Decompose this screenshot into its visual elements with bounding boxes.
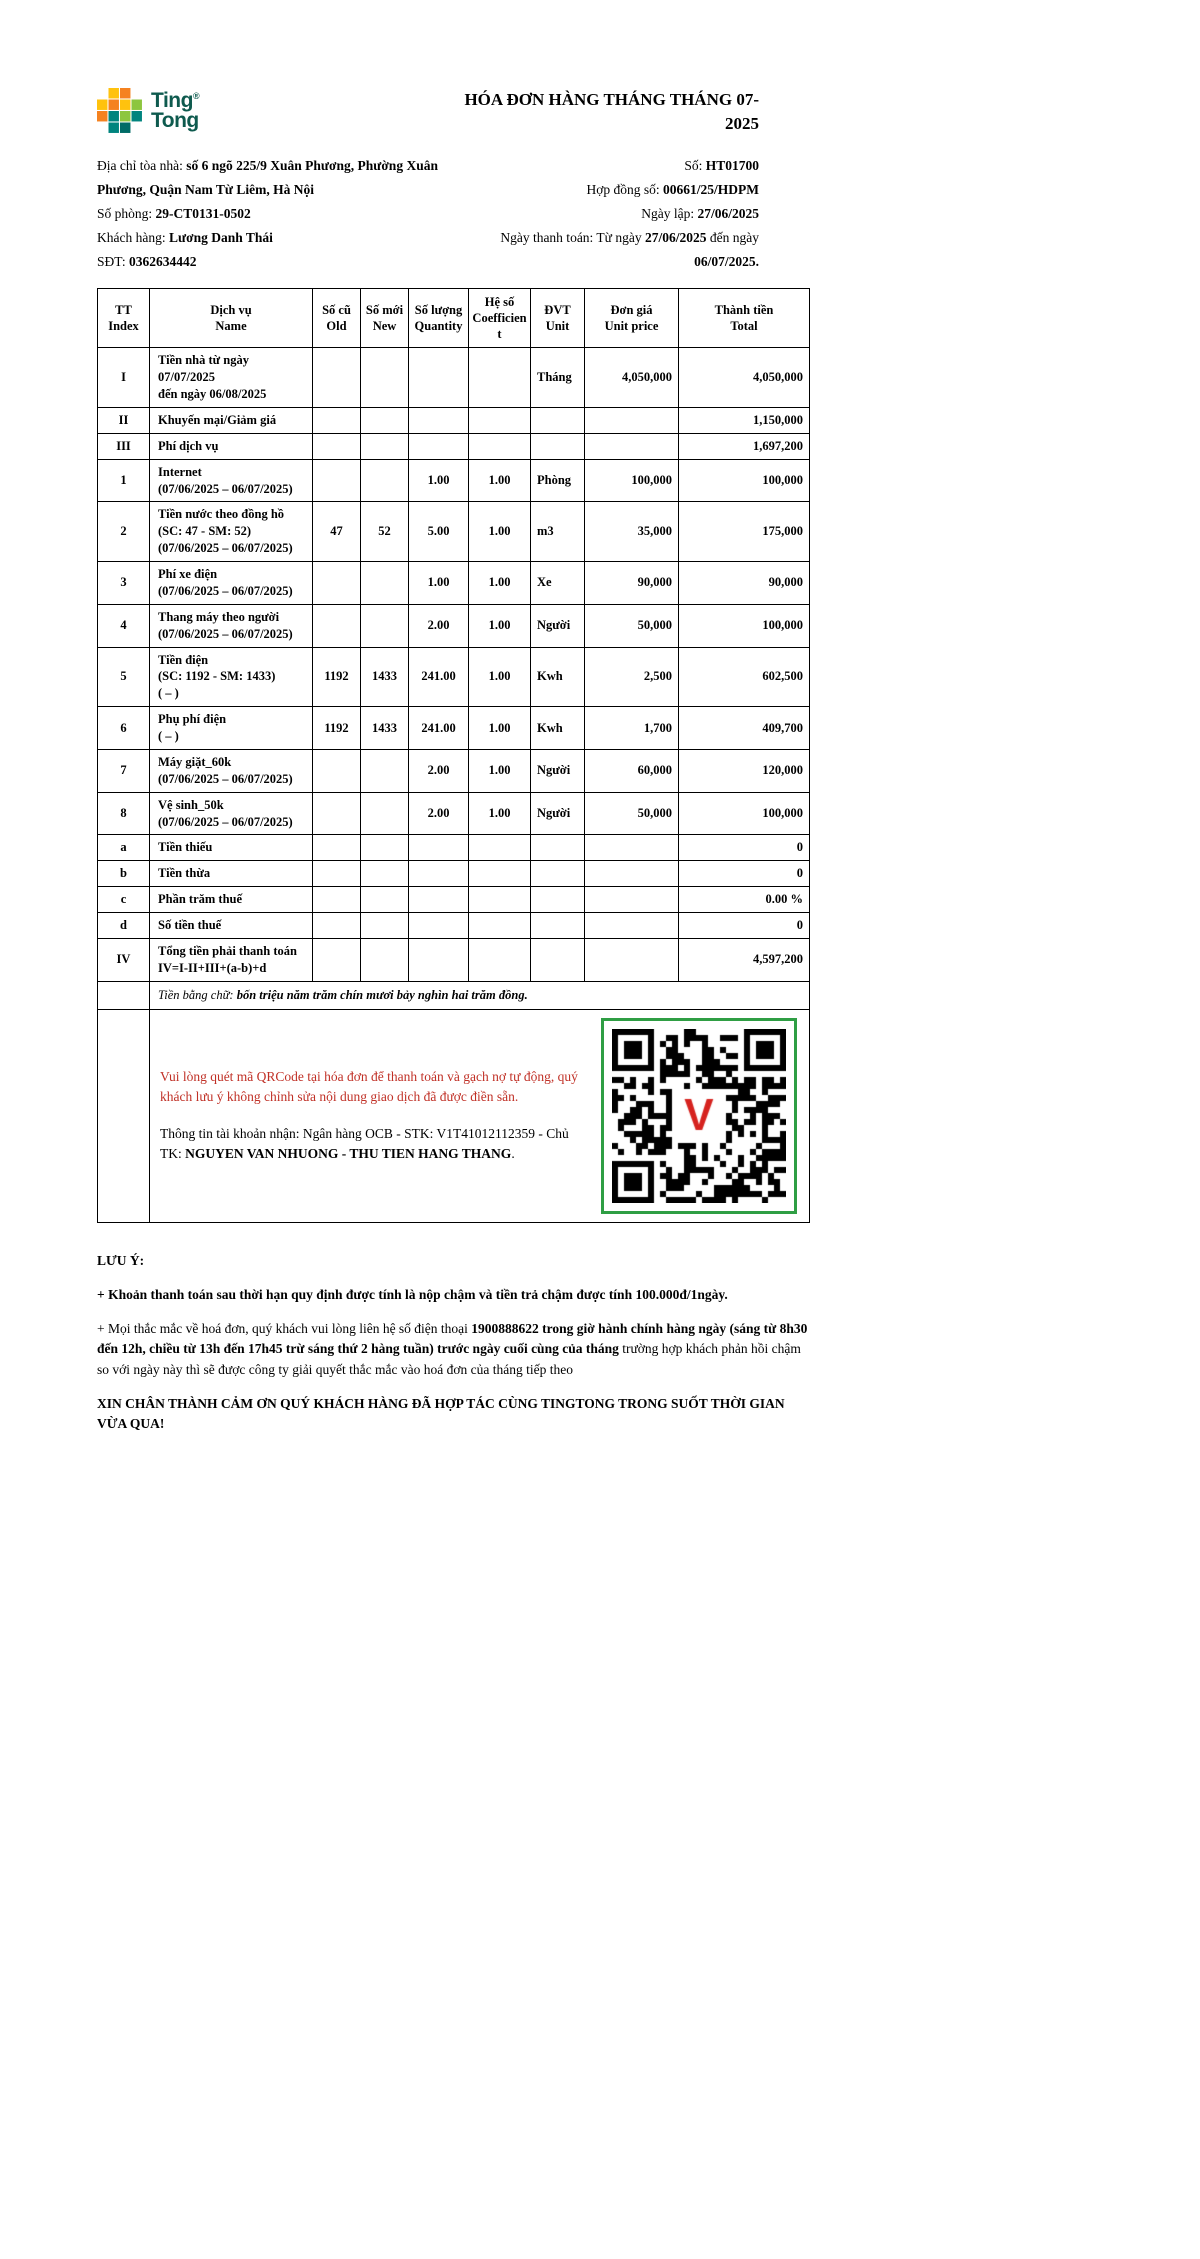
- table-row: [98, 562, 810, 605]
- service-name-cell: Tiền nước theo đồng hồ (SC: 47 - SM: 52) (07/06/2025 – 06/07/2025): [150, 502, 313, 562]
- cell-price: 35,000: [585, 502, 679, 562]
- cell-old: [313, 749, 361, 792]
- invoice-info: [97, 154, 809, 274]
- row-index-cell: 1: [98, 459, 150, 502]
- cell-coef: 1.00: [469, 792, 531, 835]
- row-index-cell: 2: [98, 502, 150, 562]
- cell-new: [361, 835, 409, 861]
- table-row: [98, 749, 810, 792]
- cell-coef: 1.00: [469, 707, 531, 750]
- cell-total: 0: [679, 835, 810, 861]
- notes-heading: LƯU Ý:: [97, 1252, 145, 1268]
- amount-in-words-value: bốn triệu năm trăm chín mươi bảy nghìn hai trăm đồng.: [236, 987, 528, 1002]
- cell-coef: 1.00: [469, 647, 531, 707]
- cell-coef: [469, 348, 531, 408]
- contact-note-suffix: trường hợp khách phản hồi chậm so với ngày này thì sẽ được công ty giải quyết thắc mắc vào hoá đơn của tháng tiếp theo: [97, 1341, 801, 1377]
- cell-new: 1433: [361, 647, 409, 707]
- cell-qty: [409, 835, 469, 861]
- cell-total: 0: [679, 913, 810, 939]
- service-name-cell: Thang máy theo người (07/06/2025 – 06/07/2025): [150, 604, 313, 647]
- cell-unit: Xe: [531, 562, 585, 605]
- cell-price: [585, 887, 679, 913]
- tingtong-logo-icon: [97, 88, 143, 134]
- row-index-cell: 8: [98, 792, 150, 835]
- cell-qty: [409, 861, 469, 887]
- cell-new: [361, 433, 409, 459]
- service-name-cell: Tiền nhà từ ngày 07/07/2025 đến ngày 06/08/2025: [150, 348, 313, 408]
- cell-coef: 1.00: [469, 502, 531, 562]
- payment-period-mid: đến ngày: [706, 229, 759, 245]
- cell-old: [313, 835, 361, 861]
- invoice-table: [97, 288, 810, 1223]
- empty-index-cell: [98, 1009, 150, 1222]
- cell-qty: 2.00: [409, 792, 469, 835]
- row-index-cell: 4: [98, 604, 150, 647]
- cell-new: [361, 407, 409, 433]
- cell-coef: [469, 407, 531, 433]
- amount-in-words-label: Tiền bằng chữ:: [158, 987, 237, 1002]
- invoice-content: [97, 88, 809, 1448]
- cell-qty: [409, 887, 469, 913]
- logo-word-tong: Tong: [151, 109, 199, 132]
- contact-note-hotline: 1900888622 trong giờ hành chính hàng ngày (sáng từ 8h30 đến 12h, chiều từ 13h đến 17h45 trừ sáng thứ 2 hàng tuần): [97, 1321, 808, 1357]
- payment-period-label: Ngày thanh toán: Từ ngày: [500, 229, 645, 245]
- cell-new: 52: [361, 502, 409, 562]
- payment-period-end: 06/07/2025.: [694, 253, 759, 269]
- amount-in-words-row: [98, 981, 810, 1009]
- cell-unit: [531, 938, 585, 981]
- cell-old: [313, 407, 361, 433]
- amount-in-words: [150, 981, 810, 1009]
- cell-unit: Kwh: [531, 707, 585, 750]
- cell-new: [361, 792, 409, 835]
- issue-date-label: Ngày lập:: [641, 205, 698, 221]
- invoice-number-value: HT01700: [705, 157, 759, 173]
- cell-unit: Kwh: [531, 647, 585, 707]
- cell-qty: 5.00: [409, 502, 469, 562]
- invoice-table-footer: [98, 981, 810, 1222]
- empty-index-cell: [98, 981, 150, 1009]
- service-name-cell: Phí dịch vụ: [150, 433, 313, 459]
- column-header: Đơn giá Unit price: [585, 288, 679, 348]
- cell-old: 47: [313, 502, 361, 562]
- cell-new: [361, 749, 409, 792]
- service-name-cell: Máy giặt_60k (07/06/2025 – 06/07/2025): [150, 749, 313, 792]
- cell-total: 100,000: [679, 459, 810, 502]
- cell-unit: [531, 433, 585, 459]
- cell-new: [361, 562, 409, 605]
- cell-coef: [469, 913, 531, 939]
- issue-date-value: 27/06/2025: [697, 205, 759, 221]
- row-index-cell: I: [98, 348, 150, 408]
- cell-price: [585, 407, 679, 433]
- service-name-cell: Vệ sinh_50k (07/06/2025 – 06/07/2025): [150, 792, 313, 835]
- contact-note-deadline: trước ngày cuối cùng của tháng: [433, 1341, 623, 1357]
- logo-word-ting: Ting: [151, 89, 193, 113]
- invoice-table-body: [98, 348, 810, 981]
- cell-qty: 241.00: [409, 707, 469, 750]
- row-index-cell: c: [98, 887, 150, 913]
- account-info-suffix: .: [511, 1145, 515, 1161]
- service-name-cell: Tiền điện (SC: 1192 - SM: 1433) ( – ): [150, 647, 313, 707]
- account-holder: NGUYEN VAN NHUONG - THU TIEN HANG THANG: [185, 1145, 512, 1161]
- invoice-meta: [442, 154, 809, 274]
- column-header: ĐVT Unit: [531, 288, 585, 348]
- cell-qty: [409, 433, 469, 459]
- table-row: [98, 433, 810, 459]
- cell-coef: [469, 835, 531, 861]
- cell-total: 100,000: [679, 792, 810, 835]
- phone-number-value: 0362634442: [128, 253, 197, 269]
- table-row: [98, 502, 810, 562]
- cell-new: [361, 604, 409, 647]
- customer-name: [97, 226, 442, 250]
- row-index-cell: 5: [98, 647, 150, 707]
- cell-new: [361, 938, 409, 981]
- cell-old: [313, 938, 361, 981]
- column-header: Dịch vụ Name: [150, 288, 313, 348]
- contact-note-prefix: + Mọi thắc mắc về hoá đơn, quý khách vui lòng liên hệ số điện thoại: [97, 1321, 472, 1337]
- cell-price: 1,700: [585, 707, 679, 750]
- invoice-header: [97, 88, 809, 136]
- cell-new: [361, 459, 409, 502]
- payment-layout: [160, 1018, 799, 1214]
- cell-unit: Người: [531, 792, 585, 835]
- cell-old: [313, 348, 361, 408]
- contract-number-value: 00661/25/HDPM: [663, 181, 759, 197]
- cell-price: 100,000: [585, 459, 679, 502]
- cell-total: 1,697,200: [679, 433, 810, 459]
- cell-total: 409,700: [679, 707, 810, 750]
- invoice-number-label: Số:: [684, 157, 706, 173]
- tingtong-logo-text: [151, 91, 200, 131]
- cell-new: [361, 348, 409, 408]
- cell-price: 60,000: [585, 749, 679, 792]
- cell-unit: [531, 407, 585, 433]
- cell-old: [313, 433, 361, 459]
- contact-note: [97, 1319, 809, 1380]
- cell-unit: m3: [531, 502, 585, 562]
- cell-total: 1,150,000: [679, 407, 810, 433]
- service-name-cell: Số tiền thuế: [150, 913, 313, 939]
- qr-code-canvas: [612, 1029, 786, 1203]
- row-index-cell: IV: [98, 938, 150, 981]
- cell-total: 120,000: [679, 749, 810, 792]
- row-index-cell: b: [98, 861, 150, 887]
- table-row: [98, 887, 810, 913]
- service-name-cell: Tiền thừa: [150, 861, 313, 887]
- cell-new: [361, 913, 409, 939]
- cell-unit: [531, 887, 585, 913]
- row-index-cell: III: [98, 433, 150, 459]
- service-name-cell: Phần trăm thuế: [150, 887, 313, 913]
- qr-instruction-note: Vui lòng quét mã QRCode tại hóa đơn để thanh toán và gạch nợ tự động, quý khách lưu ý không chỉnh sửa nội dung giao dịch đã được điền sẵn.: [160, 1069, 578, 1105]
- building-address-value: số 6 ngõ 225/9 Xuân Phương, Phường Xuân Phương, Quận Nam Từ Liêm, Hà Nội: [97, 157, 438, 197]
- cell-total: 0.00 %: [679, 887, 810, 913]
- tingtong-logo: [97, 88, 200, 134]
- cell-old: [313, 913, 361, 939]
- cell-price: 90,000: [585, 562, 679, 605]
- cell-price: 4,050,000: [585, 348, 679, 408]
- cell-coef: [469, 938, 531, 981]
- column-header: Hệ số Coefficient: [469, 288, 531, 348]
- table-row: [98, 407, 810, 433]
- invoice-number: [442, 154, 759, 178]
- cell-price: [585, 913, 679, 939]
- table-row: [98, 938, 810, 981]
- cell-unit: Phòng: [531, 459, 585, 502]
- table-row: [98, 861, 810, 887]
- cell-total: 602,500: [679, 647, 810, 707]
- cell-qty: [409, 348, 469, 408]
- cell-old: [313, 562, 361, 605]
- cell-coef: 1.00: [469, 749, 531, 792]
- room-number: [97, 202, 442, 226]
- column-header: Số lượng Quantity: [409, 288, 469, 348]
- cell-old: [313, 861, 361, 887]
- payment-cell: [150, 1009, 810, 1222]
- cell-old: [313, 459, 361, 502]
- cell-unit: [531, 861, 585, 887]
- cell-qty: 2.00: [409, 604, 469, 647]
- issue-date: [442, 202, 759, 226]
- customer-name-label: Khách hàng:: [97, 229, 169, 245]
- cell-unit: Người: [531, 604, 585, 647]
- cell-total: 0: [679, 861, 810, 887]
- qr-payment-row: [98, 1009, 810, 1222]
- row-index-cell: II: [98, 407, 150, 433]
- cell-new: [361, 861, 409, 887]
- customer-info: [97, 154, 442, 274]
- table-row: [98, 792, 810, 835]
- cell-qty: 241.00: [409, 647, 469, 707]
- table-row: [98, 604, 810, 647]
- cell-old: [313, 792, 361, 835]
- building-address: [97, 154, 442, 202]
- cell-old: 1192: [313, 707, 361, 750]
- cell-qty: [409, 913, 469, 939]
- payment-period-start: 27/06/2025: [645, 229, 707, 245]
- payment-text: [160, 1067, 592, 1164]
- row-index-cell: 7: [98, 749, 150, 792]
- cell-coef: [469, 887, 531, 913]
- qr-code: [601, 1018, 797, 1214]
- cell-old: 1192: [313, 647, 361, 707]
- cell-coef: [469, 433, 531, 459]
- cell-price: 2,500: [585, 647, 679, 707]
- cell-price: 50,000: [585, 604, 679, 647]
- contract-number-label: Hợp đồng số:: [586, 181, 663, 197]
- cell-qty: [409, 938, 469, 981]
- cell-price: [585, 938, 679, 981]
- table-row: [98, 835, 810, 861]
- service-name-cell: Tổng tiền phải thanh toán IV=I-II+III+(a-b)+d: [150, 938, 313, 981]
- column-header: Số mới New: [361, 288, 409, 348]
- notes-section: [97, 1251, 809, 1435]
- cell-total: 175,000: [679, 502, 810, 562]
- cell-new: [361, 887, 409, 913]
- service-name-cell: Tiền thiếu: [150, 835, 313, 861]
- cell-total: 4,050,000: [679, 348, 810, 408]
- registered-mark-icon: ®: [192, 91, 200, 102]
- cell-price: 50,000: [585, 792, 679, 835]
- table-header-row: [98, 288, 810, 348]
- service-name-cell: Phụ phí điện ( – ): [150, 707, 313, 750]
- payment-period: [442, 226, 759, 274]
- invoice-title: HÓA ĐƠN HÀNG THÁNG THÁNG 07-2025: [464, 90, 759, 133]
- room-number-label: Số phòng:: [97, 205, 156, 221]
- service-name-cell: Internet (07/06/2025 – 06/07/2025): [150, 459, 313, 502]
- phone-number: [97, 250, 442, 274]
- cell-unit: [531, 835, 585, 861]
- column-header: TT Index: [98, 288, 150, 348]
- column-header: Thành tiền Total: [679, 288, 810, 348]
- cell-total: 100,000: [679, 604, 810, 647]
- cell-coef: [469, 861, 531, 887]
- service-name-cell: Phí xe điện (07/06/2025 – 06/07/2025): [150, 562, 313, 605]
- row-index-cell: 3: [98, 562, 150, 605]
- account-info-prefix: Thông tin tài khoản nhận: Ngân hàng OCB - STK: V1T41012112359 - Chủ TK:: [160, 1125, 569, 1161]
- row-index-cell: 6: [98, 707, 150, 750]
- cell-price: [585, 835, 679, 861]
- row-index-cell: a: [98, 835, 150, 861]
- service-name-cell: Khuyến mại/Giảm giá: [150, 407, 313, 433]
- cell-qty: 1.00: [409, 459, 469, 502]
- cell-old: [313, 887, 361, 913]
- column-header: Số cũ Old: [313, 288, 361, 348]
- contract-number: [442, 178, 759, 202]
- table-row: [98, 707, 810, 750]
- cell-old: [313, 604, 361, 647]
- room-number-value: 29-CT0131-0502: [155, 205, 251, 221]
- cell-coef: 1.00: [469, 562, 531, 605]
- cell-qty: 1.00: [409, 562, 469, 605]
- thanks-note: XIN CHÂN THÀNH CẢM ƠN QUÝ KHÁCH HÀNG ĐÃ HỢP TÁC CÙNG TINGTONG TRONG SUỐT THỜI GIAN VỪA QUA!: [97, 1395, 785, 1432]
- building-address-label: Địa chỉ tòa nhà:: [97, 157, 187, 173]
- cell-new: 1433: [361, 707, 409, 750]
- cell-unit: Người: [531, 749, 585, 792]
- customer-name-value: Lương Danh Thái: [168, 229, 273, 245]
- table-row: [98, 913, 810, 939]
- cell-total: 4,597,200: [679, 938, 810, 981]
- row-index-cell: d: [98, 913, 150, 939]
- cell-coef: 1.00: [469, 459, 531, 502]
- cell-coef: 1.00: [469, 604, 531, 647]
- cell-unit: [531, 913, 585, 939]
- cell-price: [585, 861, 679, 887]
- cell-unit: Tháng: [531, 348, 585, 408]
- cell-price: [585, 433, 679, 459]
- cell-qty: 2.00: [409, 749, 469, 792]
- table-row: [98, 459, 810, 502]
- phone-number-label: SĐT:: [97, 253, 129, 269]
- table-row: [98, 647, 810, 707]
- table-row: [98, 348, 810, 408]
- cell-total: 90,000: [679, 562, 810, 605]
- account-info: [160, 1124, 592, 1165]
- cell-qty: [409, 407, 469, 433]
- late-payment-note: + Khoản thanh toán sau thời hạn quy định được tính là nộp chậm và tiền trả chậm được tính 100.000đ/1ngày.: [97, 1286, 728, 1302]
